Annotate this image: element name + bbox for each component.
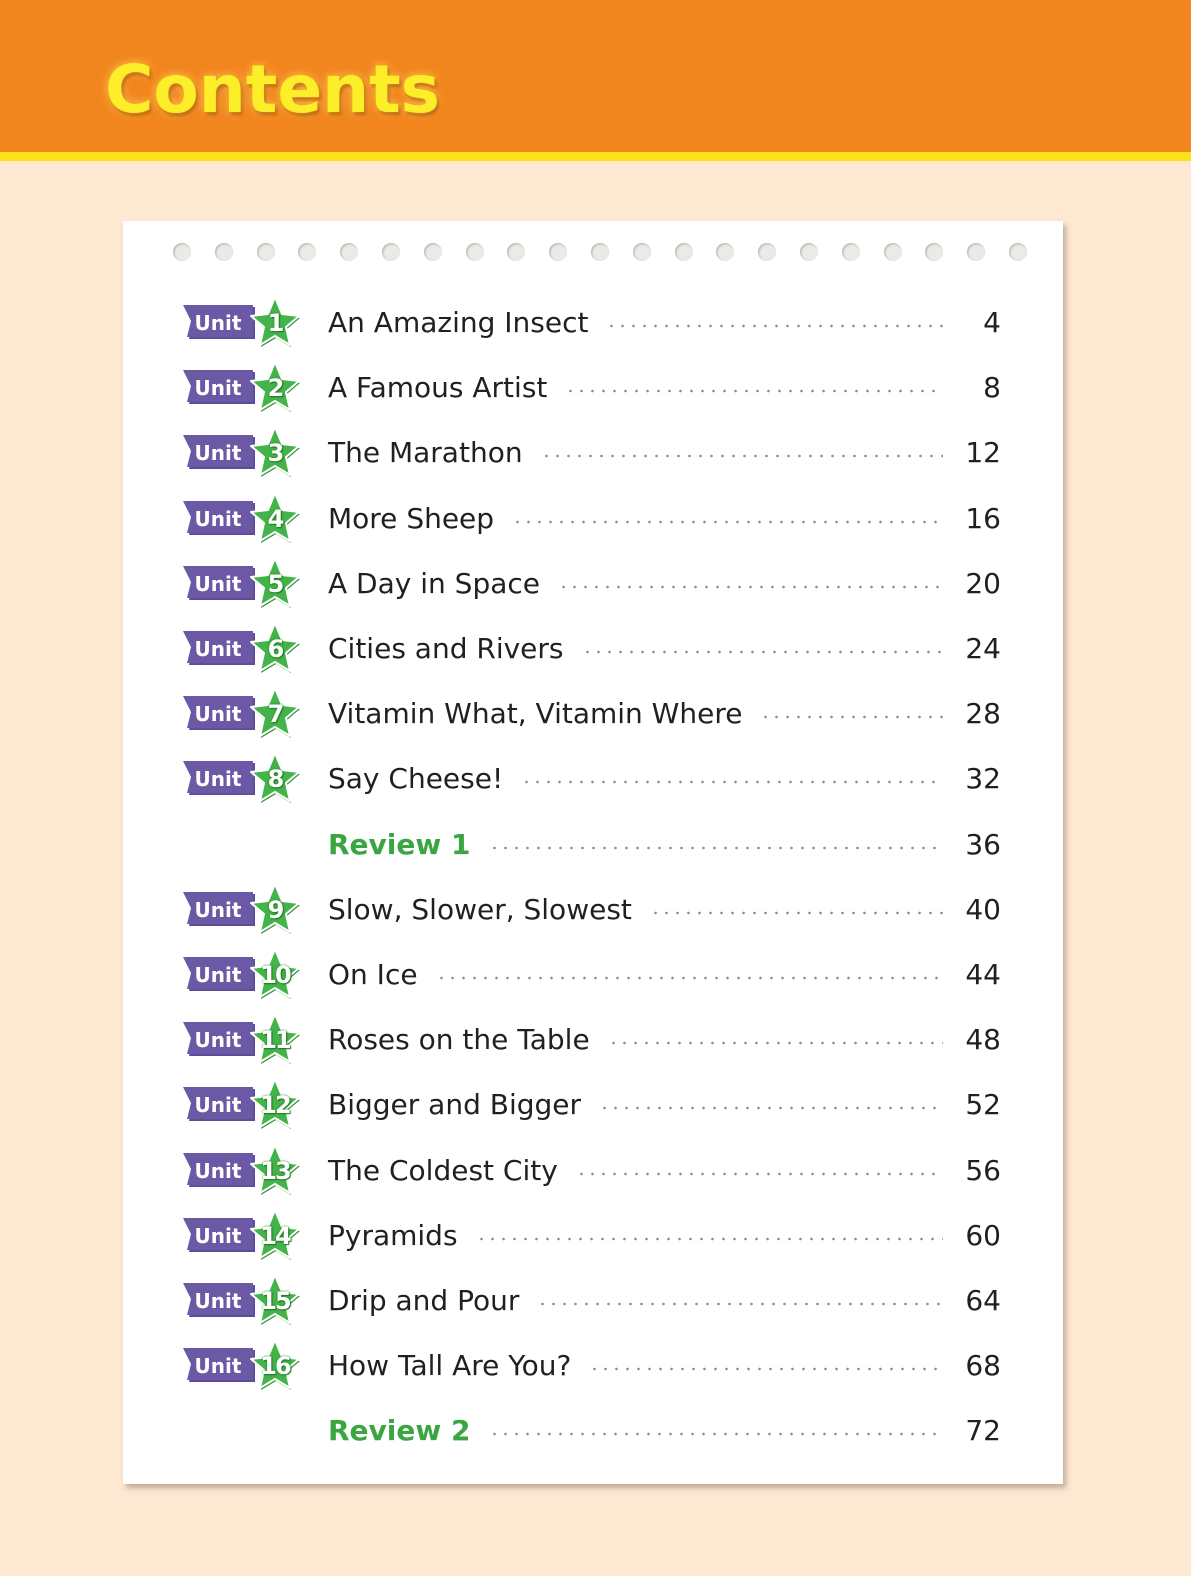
page-number: 20 bbox=[965, 566, 1001, 600]
dot-leader bbox=[521, 780, 943, 784]
unit-number: 6 bbox=[267, 635, 283, 663]
page-number: 28 bbox=[965, 697, 1001, 731]
dot-leader bbox=[558, 585, 943, 589]
review-title[interactable]: Review 1 bbox=[328, 827, 471, 861]
unit-badge bbox=[183, 1273, 303, 1329]
unit-label: Unit bbox=[194, 1028, 242, 1053]
toc-entry bbox=[328, 1283, 945, 1319]
page-number: 48 bbox=[965, 1023, 1001, 1057]
page-number: 4 bbox=[983, 306, 1001, 339]
unit-title[interactable]: Drip and Pour bbox=[328, 1284, 520, 1317]
unit-badge bbox=[183, 751, 303, 807]
toc-unit-row[interactable] bbox=[123, 751, 1063, 807]
unit-label: Unit bbox=[194, 441, 242, 466]
unit-label: Unit bbox=[194, 376, 242, 401]
toc-unit-row[interactable] bbox=[123, 1077, 1063, 1133]
page-number: 56 bbox=[965, 1153, 1001, 1187]
toc-review-row[interactable] bbox=[123, 817, 1063, 873]
toc-unit-row[interactable] bbox=[123, 425, 1063, 481]
unit-badge bbox=[183, 491, 303, 547]
unit-badge bbox=[183, 1077, 303, 1133]
dot-leader bbox=[589, 1367, 943, 1371]
unit-title[interactable]: On Ice bbox=[328, 958, 418, 991]
unit-badge bbox=[183, 1208, 303, 1264]
page-number: 36 bbox=[965, 827, 1001, 861]
unit-badge bbox=[183, 1338, 303, 1394]
unit-label: Unit bbox=[194, 506, 242, 531]
page-number: 32 bbox=[965, 762, 1001, 796]
unit-label: Unit bbox=[194, 637, 242, 661]
toc-unit-row[interactable] bbox=[123, 1208, 1063, 1264]
toc-unit-row[interactable] bbox=[123, 882, 1063, 938]
page-title: Contents bbox=[105, 51, 440, 128]
unit-badge bbox=[183, 1143, 303, 1199]
unit-label: Unit bbox=[194, 1289, 242, 1313]
unit-label: Unit bbox=[194, 702, 242, 727]
toc-entry bbox=[328, 1413, 945, 1449]
unit-number: 8 bbox=[267, 765, 283, 794]
unit-number: 16 bbox=[260, 1352, 290, 1381]
toc-entry bbox=[328, 761, 945, 797]
unit-label: Unit bbox=[194, 963, 242, 987]
unit-number: 11 bbox=[260, 1026, 290, 1055]
page-number: 64 bbox=[965, 1284, 1001, 1317]
review-title[interactable]: Review 2 bbox=[328, 1414, 471, 1448]
unit-title[interactable]: More Sheep bbox=[328, 501, 495, 535]
unit-number: 4 bbox=[267, 504, 283, 533]
dot-leader bbox=[599, 1106, 943, 1110]
unit-title[interactable]: The Coldest City bbox=[328, 1153, 558, 1187]
page-number: 16 bbox=[965, 501, 1001, 535]
unit-badge bbox=[183, 1012, 303, 1068]
unit-badge bbox=[183, 556, 303, 612]
unit-number: 1 bbox=[267, 309, 283, 337]
toc-unit-row[interactable] bbox=[123, 295, 1063, 351]
toc-entry bbox=[328, 1087, 945, 1123]
unit-title[interactable]: A Famous Artist bbox=[328, 371, 548, 405]
toc-entry bbox=[328, 435, 945, 471]
unit-label: Unit bbox=[194, 897, 242, 922]
toc-entry bbox=[328, 1218, 945, 1254]
toc-entry bbox=[328, 892, 945, 928]
dot-leader bbox=[608, 1041, 943, 1045]
toc-entry bbox=[328, 1022, 945, 1058]
dot-leader bbox=[565, 389, 943, 393]
unit-number: 10 bbox=[260, 961, 290, 989]
unit-label: Unit bbox=[194, 311, 242, 335]
toc-entry bbox=[328, 957, 945, 993]
toc-entry bbox=[328, 1348, 945, 1384]
dot-leader bbox=[512, 520, 943, 524]
dot-leader bbox=[582, 650, 943, 654]
unit-number: 7 bbox=[267, 700, 283, 729]
unit-number: 9 bbox=[267, 895, 283, 924]
unit-number: 5 bbox=[267, 569, 283, 598]
unit-label: Unit bbox=[194, 1093, 242, 1118]
dot-leader bbox=[537, 1302, 943, 1306]
toc-entry bbox=[328, 566, 945, 602]
unit-title[interactable]: How Tall Are You? bbox=[328, 1349, 572, 1383]
unit-number: 15 bbox=[260, 1287, 290, 1315]
notebook-paper bbox=[123, 221, 1063, 1484]
page-number: 44 bbox=[965, 958, 1001, 991]
page-number: 60 bbox=[965, 1218, 1001, 1252]
toc-unit-row[interactable] bbox=[123, 947, 1063, 1003]
dot-leader bbox=[489, 1432, 944, 1436]
toc-unit-row[interactable] bbox=[123, 1273, 1063, 1329]
toc-entry bbox=[328, 370, 945, 406]
dot-leader bbox=[576, 1172, 943, 1176]
page-number: 68 bbox=[965, 1349, 1001, 1383]
toc-entry bbox=[328, 305, 945, 341]
unit-number: 13 bbox=[260, 1156, 290, 1185]
toc-unit-row[interactable] bbox=[123, 1143, 1063, 1199]
unit-title[interactable]: Say Cheese! bbox=[328, 762, 504, 796]
toc-unit-row[interactable] bbox=[123, 1338, 1063, 1394]
unit-number: 12 bbox=[260, 1091, 290, 1120]
toc-entry bbox=[328, 501, 945, 537]
toc-unit-row[interactable] bbox=[123, 360, 1063, 416]
toc-entry bbox=[328, 827, 945, 863]
dot-leader bbox=[606, 324, 943, 328]
toc-unit-row[interactable] bbox=[123, 621, 1063, 677]
page-number: 40 bbox=[965, 892, 1001, 926]
toc-entry bbox=[328, 1153, 945, 1189]
unit-title[interactable]: Bigger and Bigger bbox=[328, 1088, 582, 1122]
table-of-contents bbox=[123, 221, 1063, 1484]
dot-leader bbox=[489, 846, 944, 850]
unit-badge bbox=[183, 360, 303, 416]
unit-title[interactable]: An Amazing Insect bbox=[328, 306, 589, 339]
unit-label: Unit bbox=[194, 1354, 242, 1379]
unit-badge bbox=[183, 621, 303, 677]
toc-entry bbox=[328, 631, 945, 667]
dot-leader bbox=[436, 976, 943, 980]
page-number: 12 bbox=[965, 436, 1001, 470]
unit-title[interactable]: Vitamin What, Vitamin Where bbox=[328, 697, 743, 731]
header-stripe bbox=[0, 152, 1191, 161]
unit-badge bbox=[183, 425, 303, 481]
page-number: 8 bbox=[983, 371, 1001, 405]
page-number: 52 bbox=[965, 1088, 1001, 1122]
unit-label: Unit bbox=[194, 1158, 242, 1183]
dot-leader bbox=[541, 454, 943, 458]
unit-number: 2 bbox=[267, 374, 283, 403]
unit-badge bbox=[183, 947, 303, 1003]
toc-review-row[interactable] bbox=[123, 1403, 1063, 1459]
unit-title[interactable]: Roses on the Table bbox=[328, 1023, 590, 1057]
toc-unit-row[interactable] bbox=[123, 556, 1063, 612]
unit-label: Unit bbox=[194, 767, 242, 792]
dot-leader bbox=[760, 715, 943, 719]
toc-entry bbox=[328, 696, 945, 732]
unit-title[interactable]: Slow, Slower, Slowest bbox=[328, 892, 632, 926]
dot-leader bbox=[650, 911, 943, 915]
page-number: 24 bbox=[965, 632, 1001, 665]
toc-unit-row[interactable] bbox=[123, 1012, 1063, 1068]
unit-label: Unit bbox=[194, 1223, 242, 1248]
unit-badge bbox=[183, 882, 303, 938]
unit-number: 14 bbox=[260, 1221, 290, 1250]
unit-label: Unit bbox=[194, 571, 242, 596]
page-number: 72 bbox=[965, 1414, 1001, 1448]
toc-unit-row[interactable] bbox=[123, 686, 1063, 742]
unit-title[interactable]: A Day in Space bbox=[328, 566, 540, 600]
unit-badge bbox=[183, 295, 303, 351]
unit-title[interactable]: Pyramids bbox=[328, 1218, 458, 1252]
unit-badge bbox=[183, 686, 303, 742]
dot-leader bbox=[476, 1237, 943, 1241]
toc-unit-row[interactable] bbox=[123, 491, 1063, 547]
unit-title[interactable]: The Marathon bbox=[328, 436, 523, 470]
unit-number: 3 bbox=[267, 439, 283, 468]
unit-title[interactable]: Cities and Rivers bbox=[328, 632, 564, 665]
